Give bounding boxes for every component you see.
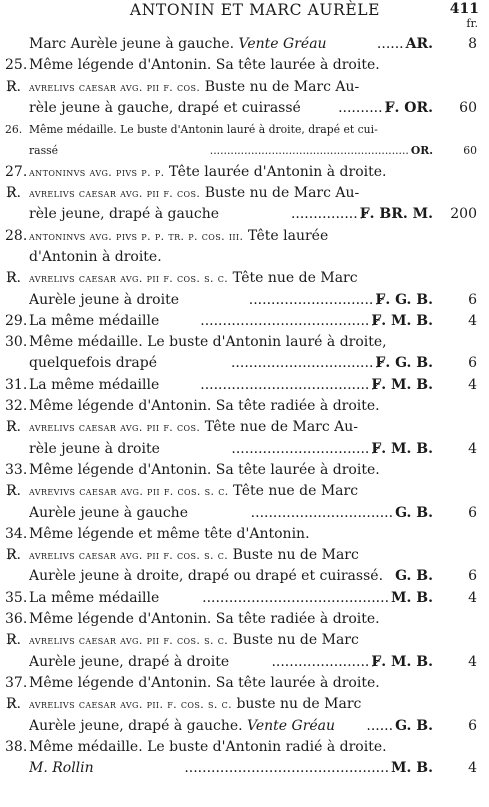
entry-number: 34. bbox=[5, 525, 28, 542]
entry-line bbox=[0, 630, 489, 651]
entry-line bbox=[0, 140, 489, 161]
entry-text bbox=[29, 630, 433, 651]
entry-line bbox=[0, 77, 489, 98]
price-value: 200 bbox=[450, 206, 477, 223]
entry-description bbox=[29, 183, 433, 204]
collection-name: Vente Gréau bbox=[238, 36, 327, 52]
description-text: quelquefois drapé bbox=[29, 355, 157, 372]
dot-leader: ...................... bbox=[271, 653, 370, 670]
metal-module: F̷. G. B. bbox=[375, 355, 433, 372]
catalogue-entry bbox=[0, 588, 489, 609]
entry-line bbox=[0, 566, 489, 587]
entry-description bbox=[29, 204, 291, 225]
entry-text bbox=[29, 609, 433, 630]
reverse-marker: R̷. bbox=[6, 483, 21, 500]
entry-text bbox=[29, 545, 433, 566]
dot-leader: ............... bbox=[290, 206, 358, 223]
entry-text bbox=[29, 375, 433, 396]
catalogue-entry bbox=[0, 375, 489, 396]
entry-number: 31. bbox=[5, 376, 28, 393]
entry-text bbox=[29, 77, 433, 98]
description-text: Buste nu de Marc Au- bbox=[200, 78, 360, 95]
description-text: Tête nue de Marc Au- bbox=[200, 419, 359, 436]
entry-description bbox=[29, 226, 433, 247]
coin-legend: avrelivs caesar avg. pii f. cos. s. c. bbox=[29, 549, 229, 563]
entry-line bbox=[0, 204, 489, 225]
entry-line bbox=[0, 34, 489, 55]
entry-line bbox=[0, 609, 489, 630]
entry-line bbox=[0, 375, 489, 396]
reverse-marker: R̷. bbox=[6, 419, 21, 436]
entry-description bbox=[29, 609, 433, 630]
entry-description bbox=[29, 588, 202, 609]
entry-description bbox=[29, 247, 433, 268]
entry-line bbox=[0, 545, 489, 566]
price-value: 4 bbox=[468, 440, 477, 457]
dot-leader: ...................................... bbox=[200, 376, 370, 393]
entry-line bbox=[0, 439, 489, 460]
entry-line bbox=[0, 290, 489, 311]
catalogue-entry bbox=[0, 34, 489, 55]
medal-catalogue-list bbox=[0, 34, 489, 779]
entry-text bbox=[29, 460, 433, 481]
coin-legend: avrelivs caesar avg. pii f. cos. bbox=[29, 421, 201, 435]
entry-text bbox=[29, 226, 433, 247]
entry-text bbox=[29, 268, 433, 289]
dot-leader: ...................................... bbox=[200, 312, 370, 329]
entry-line bbox=[0, 55, 489, 76]
catalogue-entry bbox=[0, 162, 489, 226]
entry-line bbox=[0, 758, 489, 779]
entry-description bbox=[29, 460, 433, 481]
page-header bbox=[0, 0, 489, 30]
price-unit-label: fr. bbox=[466, 17, 478, 30]
coin-legend: avrevivs caesar avg. pii f. cos. s. c. bbox=[29, 485, 229, 499]
page-title: ANTONIN ET MARC AURÈLE bbox=[129, 1, 381, 19]
description-text: Buste nu de Marc bbox=[228, 632, 359, 649]
description-text: Même légende et même tête d'Antonin. bbox=[29, 525, 310, 542]
entry-number: 27. bbox=[5, 163, 28, 180]
entry-text bbox=[29, 332, 433, 353]
entry-line bbox=[0, 417, 489, 438]
entry-number: 33. bbox=[5, 461, 28, 478]
description-text: Même légende d'Antonin. Sa tête radiée à droite. bbox=[29, 611, 380, 628]
reverse-marker: R̷. bbox=[6, 270, 21, 287]
entry-description bbox=[29, 353, 231, 374]
price-value: 6 bbox=[468, 717, 477, 734]
entry-line bbox=[0, 460, 489, 481]
catalogue-entry bbox=[0, 55, 489, 119]
entry-description bbox=[29, 630, 433, 651]
price-value: 4 bbox=[468, 653, 477, 670]
entry-text bbox=[29, 290, 433, 311]
coin-legend: avrelivs caesar avg. pii f. cos. bbox=[29, 80, 201, 94]
entry-description bbox=[29, 332, 433, 353]
entry-description bbox=[29, 737, 433, 758]
entry-description bbox=[29, 396, 433, 417]
price-value: 4 bbox=[468, 376, 477, 393]
entry-description bbox=[29, 673, 433, 694]
entry-text bbox=[29, 396, 433, 417]
price-value: 6 bbox=[468, 291, 477, 308]
metal-module: G. B. bbox=[395, 568, 433, 585]
entry-text bbox=[29, 353, 433, 374]
entry-text bbox=[29, 55, 433, 76]
entry-text bbox=[29, 503, 433, 524]
description-text: Tête laurée bbox=[243, 227, 329, 244]
entry-number: 29. bbox=[5, 312, 28, 329]
catalogue-entry bbox=[0, 609, 489, 673]
description-text: Même légende d'Antonin. Sa tête laurée à droite. bbox=[29, 461, 380, 478]
description-text: Buste nu de Marc Au- bbox=[200, 185, 360, 202]
entry-text bbox=[29, 34, 433, 55]
dot-leader: .......... bbox=[338, 99, 383, 116]
entry-text bbox=[29, 758, 433, 779]
dot-leader: ...... bbox=[366, 717, 394, 734]
description-text: Aurèle jeune, drapé à gauche. bbox=[29, 717, 248, 734]
description-text: rèle jeune à droite bbox=[29, 440, 160, 457]
description-text: buste nu de Marc bbox=[232, 696, 362, 713]
dot-leader: .......................................................... bbox=[209, 144, 409, 158]
entry-text bbox=[29, 119, 433, 140]
entry-number: 32. bbox=[5, 398, 28, 415]
entry-text bbox=[29, 481, 433, 502]
description-text: Tête nue de Marc bbox=[228, 270, 358, 287]
entry-line bbox=[0, 119, 489, 140]
description-text: Aurèle jeune, drapé à droite bbox=[29, 653, 230, 670]
entry-text bbox=[29, 247, 433, 268]
catalogue-entry bbox=[0, 268, 489, 311]
dot-leader: ............................ bbox=[248, 291, 374, 308]
entry-text bbox=[29, 566, 433, 587]
description-text: Même médaille. Le buste d'Antonin radié à droite. bbox=[29, 738, 387, 755]
catalogue-entry bbox=[0, 332, 489, 375]
entry-description bbox=[29, 524, 433, 545]
catalogue-entry bbox=[0, 226, 489, 269]
price-value: 6 bbox=[468, 355, 477, 372]
entry-number: 37. bbox=[5, 674, 28, 691]
entry-text bbox=[29, 439, 433, 460]
metal-module: F̷. G. B. bbox=[375, 291, 433, 308]
coin-legend: avrelivs caesar avg. pii f. cos. s. c. bbox=[29, 272, 229, 286]
description-text: Même légende d'Antonin. Sa tête laurée à droite. bbox=[29, 57, 380, 74]
entry-number: 28. bbox=[5, 227, 28, 244]
entry-text bbox=[29, 588, 433, 609]
entry-line bbox=[0, 652, 489, 673]
entry-description bbox=[29, 290, 249, 311]
entry-line bbox=[0, 353, 489, 374]
entry-description bbox=[29, 652, 271, 673]
coin-legend: avrelivs caesar avg. pii f. cos. s. c. bbox=[29, 634, 229, 648]
entry-description bbox=[29, 55, 433, 76]
collection-name: M. Rollin bbox=[29, 760, 94, 777]
entry-line bbox=[0, 226, 489, 247]
description-text: Tête laurée d'Antonin à droite. bbox=[164, 163, 387, 180]
entry-text bbox=[29, 183, 433, 204]
entry-description bbox=[29, 439, 231, 460]
coin-legend: antoninvs avg. pivs p. p. bbox=[29, 165, 165, 179]
reverse-marker: R̷. bbox=[6, 185, 21, 202]
entry-line bbox=[0, 332, 489, 353]
description-text: La même médaille bbox=[29, 589, 160, 606]
entry-description bbox=[29, 758, 184, 779]
entry-text bbox=[29, 652, 433, 673]
metal-module: F̷. M. B. bbox=[371, 312, 433, 329]
dot-leader: ................................ bbox=[250, 504, 394, 521]
price-value: 4 bbox=[468, 760, 477, 777]
entry-description bbox=[29, 545, 433, 566]
entry-number: 38. bbox=[5, 738, 28, 755]
description-text: La même médaille bbox=[29, 312, 160, 329]
entry-description bbox=[29, 140, 210, 161]
description-text: rèle jeune, drapé à gauche bbox=[29, 206, 219, 223]
entry-description bbox=[29, 417, 433, 438]
entry-line bbox=[0, 524, 489, 545]
reverse-marker: R̷. bbox=[6, 696, 21, 713]
metal-module: AR. bbox=[405, 36, 433, 52]
description-text: Tête nue de Marc bbox=[228, 483, 359, 500]
description-text: rèle jeune à gauche, drapé et cuirassé bbox=[29, 99, 301, 116]
entry-number: 36. bbox=[5, 611, 28, 628]
catalogue-entry bbox=[0, 119, 489, 162]
entry-line bbox=[0, 98, 489, 119]
description-text: Même médaille. Le buste d'Antonin lauré à droite, bbox=[29, 334, 387, 351]
description-text: Aurèle jeune à droite bbox=[29, 291, 179, 308]
description-text: La même médaille bbox=[29, 376, 160, 393]
entry-text bbox=[29, 140, 433, 161]
description-text: Même légende d'Antonin. Sa tête laurée à droite. bbox=[29, 674, 380, 691]
entry-description bbox=[29, 77, 433, 98]
price-value: 6 bbox=[468, 568, 477, 585]
metal-module: F̷. OR. bbox=[384, 99, 433, 116]
entry-line bbox=[0, 311, 489, 332]
dot-leader: ................................ bbox=[230, 355, 374, 372]
entry-text bbox=[29, 98, 433, 119]
catalogue-entry bbox=[0, 396, 489, 460]
entry-description bbox=[29, 34, 377, 55]
price-value: 4 bbox=[468, 589, 477, 606]
description-text: Même légende d'Antonin. Sa tête radiée à droite. bbox=[29, 398, 380, 415]
metal-module: F̷. M. B. bbox=[371, 653, 433, 670]
entry-description bbox=[29, 694, 433, 715]
metal-module: F̷. BR. M. bbox=[359, 206, 433, 223]
entry-description bbox=[29, 566, 393, 587]
metal-module: M. B. bbox=[391, 760, 433, 777]
description-text: d'Antonin à droite. bbox=[29, 248, 162, 265]
description-text: Même médaille. Le buste d'Antonin lauré à droite, drapé et cui- bbox=[29, 123, 378, 137]
entry-line bbox=[0, 588, 489, 609]
entry-line bbox=[0, 396, 489, 417]
catalogue-entry bbox=[0, 673, 489, 737]
description-text: rassé bbox=[29, 144, 59, 158]
price-value: 60 bbox=[459, 99, 477, 116]
collection-name: Vente Gréau bbox=[247, 717, 336, 734]
dot-leader: ............................... bbox=[231, 440, 370, 457]
metal-module: G. B. bbox=[395, 504, 433, 521]
entry-number: 35. bbox=[5, 589, 28, 606]
entry-number: 25. bbox=[5, 57, 28, 74]
entry-description bbox=[29, 98, 338, 119]
catalogue-entry bbox=[0, 460, 489, 524]
metal-module: G. B. bbox=[395, 717, 433, 734]
entry-text bbox=[29, 162, 433, 183]
coin-legend: avrelivs caesar avg. pii. f. cos. s. c. bbox=[29, 698, 232, 712]
dot-leader: .......................................... bbox=[202, 589, 390, 606]
entry-text bbox=[29, 716, 433, 737]
description-text: Marc Aurèle jeune à gauche. bbox=[29, 36, 239, 52]
reverse-marker: R̷. bbox=[6, 547, 21, 564]
entry-line bbox=[0, 268, 489, 289]
metal-module: F̷. M. B. bbox=[371, 440, 433, 457]
catalogue-entry bbox=[0, 311, 489, 332]
entry-description bbox=[29, 268, 433, 289]
entry-line bbox=[0, 481, 489, 502]
entry-line bbox=[0, 183, 489, 204]
entry-text bbox=[29, 673, 433, 694]
catalogue-entry bbox=[0, 737, 489, 780]
description-text: Buste nu de Marc bbox=[228, 547, 359, 564]
entry-line bbox=[0, 694, 489, 715]
entry-text bbox=[29, 311, 433, 332]
entry-number: 30. bbox=[5, 334, 28, 351]
entry-description bbox=[29, 311, 200, 332]
entry-description bbox=[29, 162, 433, 183]
price-value: 6 bbox=[468, 504, 477, 521]
reverse-marker: R̷. bbox=[6, 632, 21, 649]
page-number: 411 bbox=[449, 1, 479, 17]
entry-line bbox=[0, 716, 489, 737]
entry-line bbox=[0, 247, 489, 268]
price-value: 60 bbox=[463, 144, 477, 158]
entry-text bbox=[29, 204, 433, 225]
dot-leader: .............................................. bbox=[184, 760, 390, 777]
description-text: Aurèle jeune à droite, drapé ou drapé et cuirassé. bbox=[29, 568, 384, 585]
entry-line bbox=[0, 503, 489, 524]
entry-text bbox=[29, 737, 433, 758]
entry-description bbox=[29, 503, 251, 524]
dot-leader: ...... bbox=[376, 36, 404, 52]
entry-line bbox=[0, 673, 489, 694]
description-text: Aurèle jeune à gauche bbox=[29, 504, 188, 521]
entry-description bbox=[29, 716, 366, 737]
coin-legend: avrelivs caesar avg. pii f. cos. bbox=[29, 187, 201, 201]
metal-module: OR. bbox=[410, 144, 433, 158]
entry-description bbox=[29, 119, 433, 140]
price-value: 8 bbox=[468, 36, 477, 52]
entry-description bbox=[29, 375, 200, 396]
entry-line bbox=[0, 737, 489, 758]
catalogue-entry bbox=[0, 524, 489, 588]
entry-number: 26. bbox=[5, 123, 23, 137]
entry-text bbox=[29, 417, 433, 438]
entry-text bbox=[29, 524, 433, 545]
entry-text bbox=[29, 694, 433, 715]
coin-legend: antoninvs avg. pivs p. p. tr. p. cos. iii. bbox=[29, 229, 244, 243]
metal-module: F̷. M. B. bbox=[371, 376, 433, 393]
entry-line bbox=[0, 162, 489, 183]
reverse-marker: R̷. bbox=[6, 78, 21, 95]
price-value: 4 bbox=[468, 312, 477, 329]
metal-module: M. B. bbox=[391, 589, 433, 606]
entry-description bbox=[29, 481, 433, 502]
